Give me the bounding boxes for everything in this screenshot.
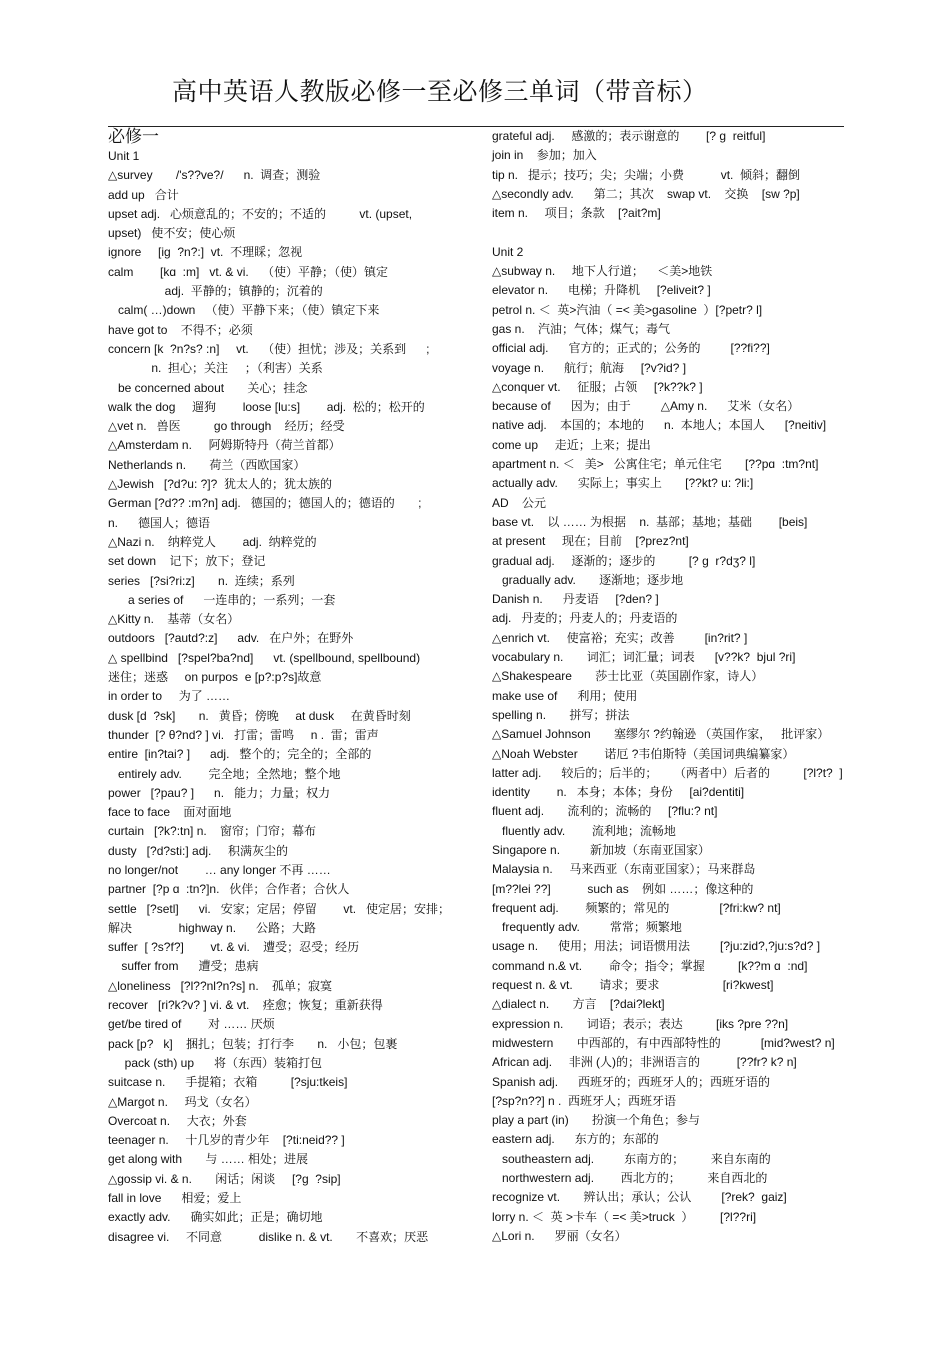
vocab-entry-line: request n. & vt. 请求；要求 [ri?kwest] bbox=[492, 978, 774, 993]
vocab-entry-line: suitcase n. 手提箱；衣箱 [?sju:tkeis] bbox=[108, 1075, 348, 1090]
vocab-entry-line: curtain [?k?:tn] n. 窗帘；门帘；幕布 bbox=[108, 824, 317, 839]
vocab-entry-line: △loneliness [?l??nl?n?s] n. 孤单；寂寞 bbox=[108, 978, 332, 993]
vocab-entry-line: southeastern adj. 东南方的； 来自东南的 bbox=[492, 1151, 771, 1166]
vocab-entry-line: △gossip vi. & n. 闲话；闲谈 [?ɡ ?sip] bbox=[108, 1171, 341, 1186]
vocab-entry-line: Unit 2 bbox=[492, 244, 524, 259]
vocab-entry-line: dusk [d ?sk] n. 黄昏；傍晚 at dusk 在黄昏时刻 bbox=[108, 708, 411, 723]
vocab-entry-line: △vet n. 兽医 go through 经历；经受 bbox=[108, 419, 345, 434]
vocab-entry-line: actually adv. 实际上；事实上 [??kt? u: ?li:] bbox=[492, 476, 754, 491]
vocab-entry-line: upset adj. 心烦意乱的；不安的；不适的 vt. (upset, bbox=[108, 206, 413, 221]
vocab-entry-line: adj. 丹麦的；丹麦人的；丹麦语的 bbox=[492, 611, 678, 626]
vocab-entry-line: △subway n. 地下人行道； ＜美>地铁 bbox=[492, 264, 713, 279]
vocab-entry-line: usage n. 使用；用法；词语惯用法 [?ju:zid?,?ju:s?d? ] bbox=[492, 939, 821, 954]
vocab-entry-line: settle [?setl] vi. 安家；定居；停留 vt. 使定居；安排； bbox=[108, 901, 451, 916]
vocab-entry-line: gradually adv. 逐渐地；逐步地 bbox=[492, 572, 684, 587]
vocab-entry-line: fluent adj. 流利的；流畅的 [?flu:? nt] bbox=[492, 804, 718, 819]
vocab-entry-line: △Lori n. 罗丽（女名） bbox=[492, 1228, 627, 1243]
vocab-entry-line: command n.& vt. 命令；指令；掌握 [k??m ɑ :nd] bbox=[492, 958, 808, 973]
vocab-entry-line: northwestern adj. 西北方的； 来自西北的 bbox=[492, 1171, 768, 1186]
vocab-entry-line: fall in love 相爱；爱上 bbox=[108, 1191, 242, 1206]
vocab-entry-line: concern [k ?n?s? :n] vt. （使）担忧；涉及；关系到 ; bbox=[108, 341, 430, 356]
vocab-entry-line: entire [in?tai? ] adj. 整个的；完全的；全部的 bbox=[108, 747, 372, 762]
vocab-entry-line: Danish n. 丹麦语 [?den? ] bbox=[492, 592, 659, 607]
vocab-entry-line: because of 因为；由于 △Amy n. 艾米（女名） bbox=[492, 399, 800, 414]
vocab-entry-line: 解决 highway n. 公路；大路 bbox=[108, 920, 317, 935]
vocab-entry-line: entirely adv. 完全地；全然地；整个地 bbox=[108, 766, 341, 781]
vocab-entry-line: series [?si?ri:z] n. 连续；系列 bbox=[108, 573, 295, 588]
vocab-entry-line: △Shakespeare 莎士比亚（英国剧作家，诗人） bbox=[492, 669, 764, 684]
vocab-entry-line: 迷住；迷惑 on purpos e [p?:p?s]故意 bbox=[108, 670, 322, 685]
vocab-entry-line: Singapore n. 新加坡（东南亚国家） bbox=[492, 842, 711, 857]
vocab-entry-line: add up 合计 bbox=[108, 187, 179, 202]
vocab-entry-line: outdoors [?autd?:z] adv. 在户外；在野外 bbox=[108, 631, 354, 646]
vocab-entry-line: make use of 利用；使用 bbox=[492, 688, 638, 703]
vocab-entry-line: △Margot n. 玛戈（女名） bbox=[108, 1094, 257, 1109]
vocab-entry-line: power [?pau? ] n. 能力；力量；权力 bbox=[108, 785, 331, 800]
vocab-entry-line: suffer [ ?s?f?] vt. & vi. 遭受；忍受；经历 bbox=[108, 940, 360, 955]
vocab-entry-line: official adj. 官方的；正式的；公务的 [??fi??] bbox=[492, 341, 770, 356]
vocab-entry-line: thunder [? θ?nd? ] vi. 打雷；雷鸣 n . 雷；雷声 bbox=[108, 727, 379, 742]
vocab-entry-line: △conquer vt. 征服；占领 [?k??k? ] bbox=[492, 379, 703, 394]
vocab-entry-line: △Jewish [?d?u: ?]? 犹太人的；犹太族的 bbox=[108, 477, 332, 492]
vocab-entry-line: walk the dog 遛狗 loose [lu:s] adj. 松的；松开的 bbox=[108, 399, 425, 414]
vocab-entry-line: voyage n. 航行；航海 [?v?id? ] bbox=[492, 360, 687, 375]
vocab-entry-line: △enrich vt. 使富裕；充实；改善 [in?rit? ] bbox=[492, 630, 748, 645]
vocab-entry-line: △Kitty n. 基蒂（女名） bbox=[108, 612, 240, 627]
left-column bbox=[108, 147, 451, 1247]
vocab-entry-line: identity n. 本身；本体；身份 [ai?dentiti] bbox=[492, 785, 745, 800]
vocab-entry-line: lorry n. ＜ 英 >卡车（ =< 美>truck ） [?l??ri] bbox=[492, 1209, 757, 1224]
vocab-entry-line: △Samuel Johnson 塞缪尔 ?约翰逊 （英国作家， 批评家） bbox=[492, 727, 830, 742]
vocab-entry-line: AD 公元 bbox=[492, 495, 547, 510]
vocab-entry-line: vocabulary n. 词汇；词汇量；词表 [v??k? bjul ?ri] bbox=[492, 650, 796, 665]
vocab-entry-line: gradual adj. 逐渐的；逐步的 [? ɡ r?dʒ? l] bbox=[492, 553, 756, 568]
vocab-entry-line: recover [ri?k?v? ] vi. & vt. 痊愈；恢复；重新获得 bbox=[108, 998, 383, 1013]
vocab-entry-line: be concerned about 关心；挂念 bbox=[108, 380, 308, 395]
vocab-entry-line: upset) 使不安；使心烦 bbox=[108, 226, 236, 241]
vocab-entry-line: △dialect n. 方言 [?dai?lekt] bbox=[492, 997, 665, 1012]
vocab-entry-line: frequent adj. 频繁的；常见的 [?fri:kw? nt] bbox=[492, 900, 781, 915]
vocab-entry-line: n. 德国人；德语 bbox=[108, 515, 211, 530]
vocab-entry-line: gas n. 汽油；气体；煤气；毒气 bbox=[492, 321, 671, 336]
vocab-entry-line: △Amsterdam n. 阿姆斯特丹（荷兰首都） bbox=[108, 438, 341, 453]
vocab-entry-line: a series of 一连串的；一系列；一套 bbox=[108, 592, 336, 607]
vocab-entry-line: [?sp?n??] n . 西班牙人；西班牙语 bbox=[492, 1093, 677, 1108]
vocab-entry-line: disagree vi. 不同意 dislike n. & vt. 不喜欢；厌恶 bbox=[108, 1229, 429, 1244]
vocab-entry-line: pack [p? k] 捆扎；包装；打行李 n. 小包；包裹 bbox=[108, 1036, 398, 1051]
vocab-entry-line: at present 现在；目前 [?prez?nt] bbox=[492, 534, 689, 549]
page-title: 高中英语人教版必修一至必修三单词（带音标） bbox=[172, 77, 708, 106]
vocab-entry-line: adj. 平静的；镇静的；沉着的 bbox=[108, 284, 323, 299]
vocab-entry-line: base vt. 以 …… 为根据 n. 基部；基地；基础 [beis] bbox=[492, 514, 808, 529]
vocab-entry-line: teenager n. 十几岁的青少年 [?ti:neid?? ] bbox=[108, 1133, 345, 1148]
vocab-entry-line: partner [?p ɑ :tn?]n. 伙伴；合作者；合伙人 bbox=[108, 882, 350, 897]
vocab-entry-line: △Noah Webster 诺厄 ?韦伯斯特（美国词典编纂家） bbox=[492, 746, 795, 761]
vocab-entry-line: tip n. 提示；技巧；尖；尖端；小费 vt. 倾斜；翻倒 bbox=[492, 167, 801, 182]
vocab-entry-line: Spanish adj. 西班牙的；西班牙人的；西班牙语的 bbox=[492, 1074, 771, 1089]
vocab-entry-line: expression n. 词语；表示；表达 [iks ?pre ??n] bbox=[492, 1016, 789, 1031]
vocab-entry-line: dusty [?d?sti:] adj. 积满灰尘的 bbox=[108, 843, 289, 858]
vocab-entry-line: exactly adv. 确实如此；正是；确切地 bbox=[108, 1210, 323, 1225]
vocab-entry-line bbox=[492, 223, 842, 242]
vocab-entry-line: Unit 1 bbox=[108, 149, 140, 163]
vocab-entry-line: △Nazi n. 纳粹党人 adj. 纳粹党的 bbox=[108, 534, 317, 549]
vocab-entry-line: latter adj. 较后的；后半的； （两者中）后者的 [?l?t? ] bbox=[492, 765, 843, 780]
vocab-entry-line: have got to 不得不；必须 bbox=[108, 322, 253, 337]
vocab-entry-line: German [?d?? :m?n] adj. 德国的；德国人的；德语的 ; bbox=[108, 496, 422, 511]
vocab-entry-line: no longer/not … any longer 不再 …… bbox=[108, 862, 331, 877]
vocab-entry-line: calm( …)down （使）平静下来；（使）镇定下来 bbox=[108, 303, 380, 318]
vocab-entry-line: midwestern 中西部的，有中西部特性的 [mid?west? n] bbox=[492, 1035, 835, 1050]
vocab-entry-line: Malaysia n. 马来西亚（东南亚国家）；马来群岛 bbox=[492, 862, 756, 877]
vocab-entry-line: join in 参加；加入 bbox=[492, 148, 597, 163]
section-heading: 必修一 bbox=[108, 127, 159, 147]
vocab-entry-line: petrol n. ＜ 英>汽油（ =< 美>gasoline ）[?petr? l] bbox=[492, 302, 763, 317]
vocab-entry-line: calm [kɑ :m] vt. & vi. （使）平静；（使）镇定 bbox=[108, 264, 389, 279]
vocab-entry-line: face to face 面对面地 bbox=[108, 805, 232, 820]
vocab-entry-line: apartment n. ＜ 美> 公寓住宅；单元住宅 [??pɑ :tm?nt] bbox=[492, 457, 819, 472]
vocab-entry-line: △ spellbind [?spel?ba?nd] vt. (spellbound, spellbound) bbox=[108, 650, 421, 665]
vocab-entry-line: get/be tired of 对 …… 厌烦 bbox=[108, 1017, 275, 1032]
vocab-entry-line: △survey /'s??ve?/ n. 调查；测验 bbox=[108, 168, 321, 183]
vocab-entry-line: recognize vt. 辨认出；承认；公认 [?rek? gaiz] bbox=[492, 1190, 787, 1205]
vocab-entry-line: native adj. 本国的；本地的 n. 本地人；本国人 [?neitiv] bbox=[492, 418, 827, 433]
vocab-entry-line: elevator n. 电梯；升降机 [?eliveit? ] bbox=[492, 283, 711, 298]
right-column bbox=[492, 127, 842, 1246]
vocab-entry-line: pack (sth) up 将（东西）装箱打包 bbox=[108, 1055, 323, 1070]
vocab-entry-line: come up 走近；上来；提出 bbox=[492, 437, 651, 452]
vocab-entry-line: [m??lei ??] such as 例如 ……；像这种的 bbox=[492, 881, 754, 896]
vocab-entry-line: item n. 项目；条款 [?ait?m] bbox=[492, 206, 661, 221]
vocab-entry-line: Overcoat n. 大衣；外套 bbox=[108, 1113, 247, 1128]
vocab-entry-line: eastern adj. 东方的；东部的 bbox=[492, 1132, 659, 1147]
vocab-entry-line: suffer from 遭受；患病 bbox=[108, 959, 259, 974]
vocab-entry-line: get along with 与 …… 相处；进展 bbox=[108, 1152, 309, 1167]
vocab-entry-line: frequently adv. 常常；频繁地 bbox=[492, 920, 682, 935]
vocab-entry-line: African adj. 非洲 (人)的；非洲语言的 [??fr? k? n] bbox=[492, 1055, 797, 1070]
vocab-entry-line: ignore [iɡ ?n?:] vt. 不理睬；忽视 bbox=[108, 245, 303, 260]
vocab-entry-line: fluently adv. 流利地；流畅地 bbox=[492, 823, 676, 838]
vocab-entry-line: play a part (in) 扮演一个角色；参与 bbox=[492, 1113, 701, 1128]
vocab-entry-line: set down 记下；放下；登记 bbox=[108, 554, 266, 569]
vocab-entry-line: n. 担心；关注 ；（利害）关系 bbox=[108, 361, 323, 376]
vocab-entry-line: in order to 为了 …… bbox=[108, 689, 231, 704]
vocab-entry-line: Netherlands n. 荷兰（西欧国家） bbox=[108, 457, 306, 472]
vocab-entry-line: spelling n. 拼写；拼法 bbox=[492, 707, 630, 722]
vocab-entry-line: △secondly adv. 第二；其次 swap vt. 交换 [sw ?p] bbox=[492, 186, 800, 201]
vocab-entry-line: grateful adj. 感激的；表示谢意的 [? ɡ reitful] bbox=[492, 129, 766, 143]
